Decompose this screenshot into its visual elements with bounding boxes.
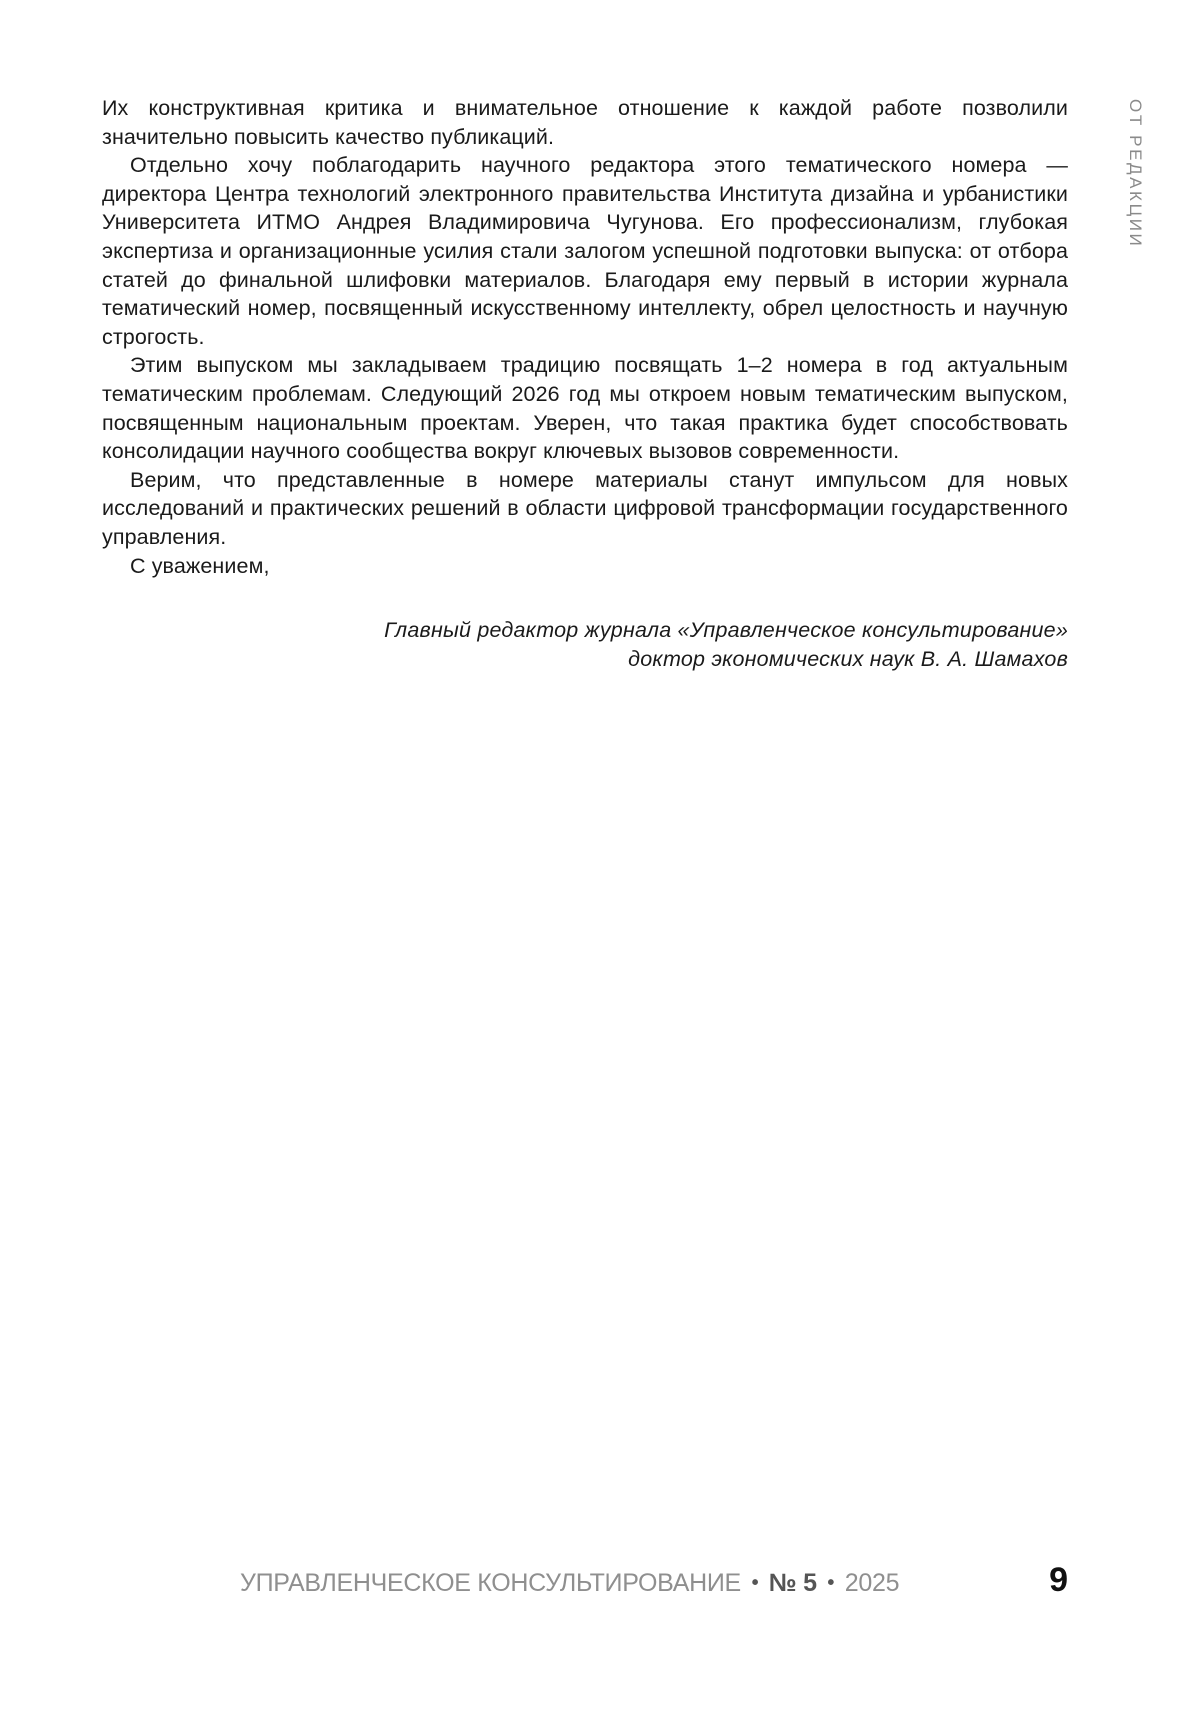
section-label: ОТ РЕДАКЦИИ bbox=[1126, 99, 1145, 249]
paragraph: Этим выпуском мы закладываем традицию посвящать 1–2 номера в год актуальным тематическим проблемам. Следующий 2026 год мы откроем новым тематическим выпуском, посвященным национальным проектам. Уверен, что такая практика будет способствовать консолидации научного сообщества вокруг ключевых вызовов современности. bbox=[102, 353, 1068, 464]
signature-name: доктор экономических наук В. А. Шамахов bbox=[628, 647, 1068, 671]
article-body bbox=[102, 94, 1068, 580]
separator-dot: • bbox=[751, 1572, 759, 1594]
signature-title: Главный редактор журнала «Управленческое консультирование» bbox=[384, 618, 1068, 642]
closing-salutation: С уважением, bbox=[130, 553, 270, 578]
footer-journal-info bbox=[240, 1566, 899, 1602]
page-footer bbox=[0, 1561, 1200, 1606]
issue-year: 2025 bbox=[844, 1569, 900, 1597]
issue-number: № 5 bbox=[768, 1569, 817, 1597]
page-number: 9 bbox=[1049, 1561, 1068, 1599]
separator-dot: • bbox=[827, 1572, 835, 1594]
paragraph: Их конструктивная критика и внимательное отношение к каждой работе позволили значительно повысить качество публикаций. bbox=[102, 96, 1068, 149]
journal-name: УПРАВЛЕНЧЕСКОЕ КОНСУЛЬТИРОВАНИЕ bbox=[240, 1569, 741, 1597]
signature-block bbox=[168, 616, 1068, 674]
paragraph: Верим, что представленные в номере материалы станут импульсом для новых исследований и практических решений в области цифровой трансформации государственного управления. bbox=[102, 467, 1068, 549]
paragraph: Отдельно хочу поблагодарить научного редактора этого тематического номера — директора Центра технологий электронного правительства Института дизайна и урбанистики Университета ИТМО Андрея Владимировича Чугунова. Его профессионализм, глубокая экспертиза и организационные усилия стали залогом успешной подготовки выпуска: от отбора статей до финальной шлифовки материалов. Благодаря ему первый в истории журнала тематический номер, посвященный искусственному интеллекту, обрел целостность и научную строгость. bbox=[102, 153, 1068, 349]
